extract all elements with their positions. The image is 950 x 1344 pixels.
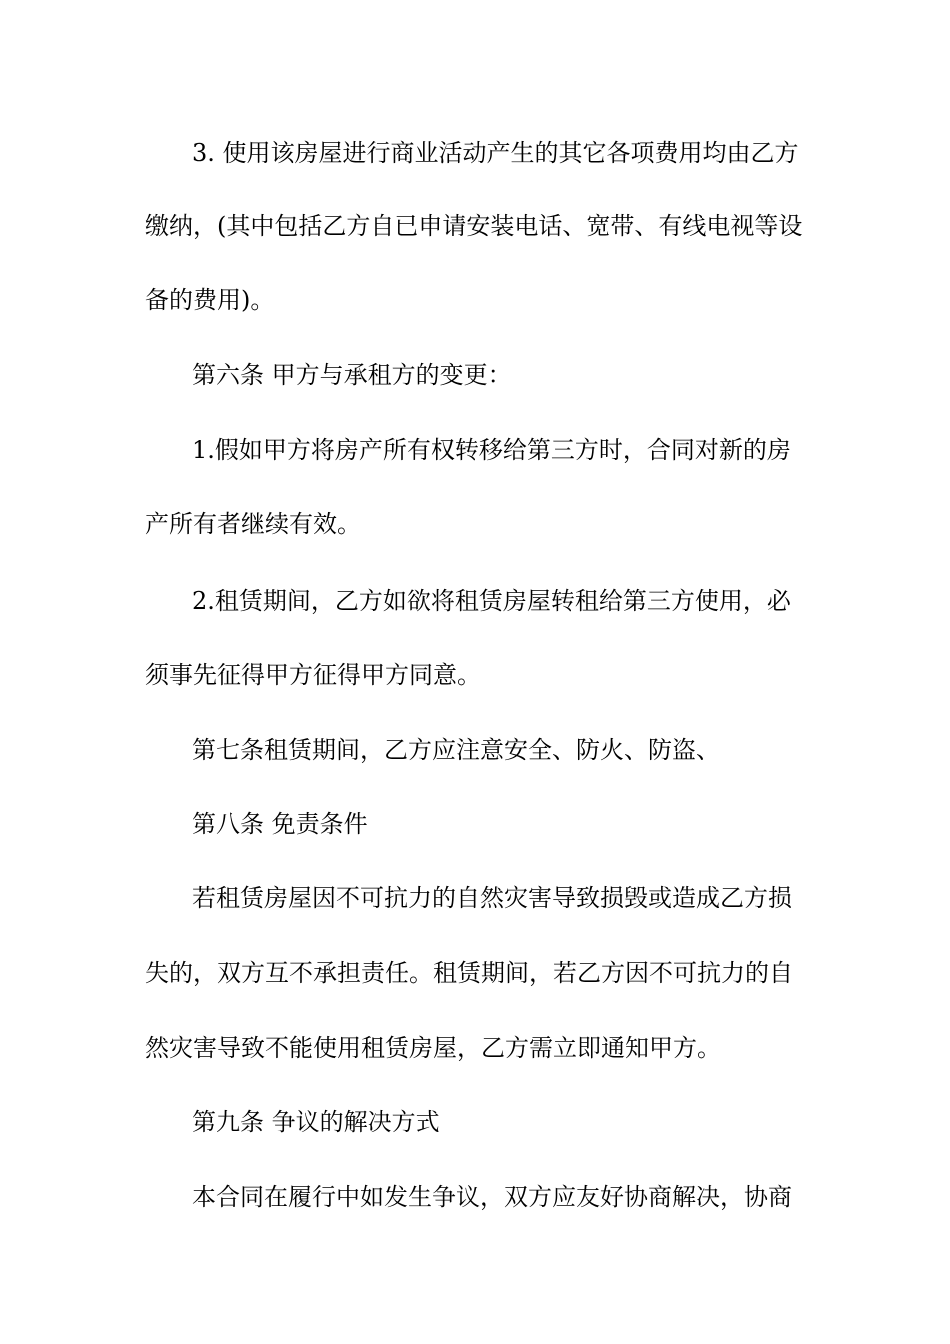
clause-6-heading: 第六条 甲方与承租方的变更： [192, 361, 512, 389]
clause-8-body-line-2: 失的，双方互不承担责任。租赁期间，若乙方因不可抗力的自 [145, 959, 793, 987]
clause-5-item-3-line-2: 缴纳，(其中包括乙方自已申请安装电话、宽带、有线电视等设 [145, 212, 803, 240]
clause-9-heading: 第九条 争议的解决方式 [192, 1108, 440, 1136]
clause-5-item-3-line-3: 备的费用)。 [145, 286, 275, 314]
clause-5-item-3-line-1: 3. 使用该房屋进行商业活动产生的其它各项费用均由乙方 [192, 139, 799, 167]
clause-8-body-line-3: 然灾害导致不能使用租赁房屋，乙方需立即通知甲方。 [145, 1034, 721, 1062]
clause-6-item-1-line-2: 产所有者继续有效。 [145, 510, 361, 538]
clause-6-item-1-line-1: 1.假如甲方将房产所有权转移给第三方时，合同对新的房 [192, 436, 791, 464]
clause-6-item-2-line-1: 2.租赁期间，乙方如欲将租赁房屋转租给第三方使用，必 [192, 587, 791, 615]
clause-8-heading: 第八条 免责条件 [192, 810, 368, 838]
clause-7-text: 第七条租赁期间，乙方应注意安全、防火、防盗、 [192, 736, 720, 764]
clause-9-body-line-1: 本合同在履行中如发生争议，双方应友好协商解决，协商 [192, 1183, 792, 1211]
clause-8-body-line-1: 若租赁房屋因不可抗力的自然灾害导致损毁或造成乙方损 [192, 884, 792, 912]
clause-6-item-2-line-2: 须事先征得甲方征得甲方同意。 [145, 661, 481, 689]
